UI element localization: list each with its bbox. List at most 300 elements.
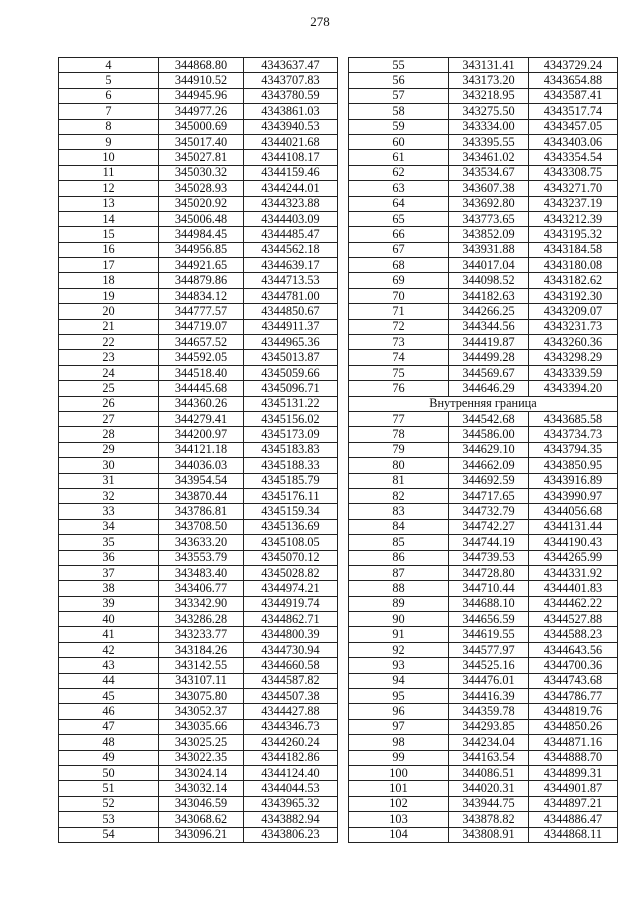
y-coordinate-cell: 4345131.22 <box>244 396 338 411</box>
table-row <box>59 642 338 657</box>
table-row <box>349 258 618 273</box>
point-number-cell: 63 <box>349 181 449 196</box>
x-coordinate-cell: 344879.86 <box>159 273 244 288</box>
y-coordinate-cell: 4344462.22 <box>529 596 618 611</box>
x-coordinate-cell: 343773.65 <box>449 211 529 226</box>
x-coordinate-cell: 343954.54 <box>159 473 244 488</box>
x-coordinate-cell: 343878.82 <box>449 812 529 827</box>
point-number-cell: 80 <box>349 458 449 473</box>
y-coordinate-cell: 4345028.82 <box>244 565 338 580</box>
point-number-cell: 11 <box>59 165 159 180</box>
y-coordinate-cell: 4343861.03 <box>244 104 338 119</box>
y-coordinate-cell: 4344260.24 <box>244 735 338 750</box>
x-coordinate-cell: 344977.26 <box>159 104 244 119</box>
x-coordinate-cell: 344629.10 <box>449 442 529 457</box>
y-coordinate-cell: 4343850.95 <box>529 458 618 473</box>
point-number-cell: 81 <box>349 473 449 488</box>
table-row <box>59 258 338 273</box>
table-row <box>349 519 618 534</box>
point-number-cell: 32 <box>59 488 159 503</box>
y-coordinate-cell: 4344901.87 <box>529 781 618 796</box>
table-row <box>59 181 338 196</box>
point-number-cell: 47 <box>59 719 159 734</box>
table-row <box>59 427 338 442</box>
y-coordinate-cell: 4344730.94 <box>244 642 338 657</box>
y-coordinate-cell: 4343403.06 <box>529 134 618 149</box>
table-row <box>349 581 618 596</box>
x-coordinate-cell: 343075.80 <box>159 689 244 704</box>
table-row <box>59 719 338 734</box>
point-number-cell: 86 <box>349 550 449 565</box>
table-row <box>59 211 338 226</box>
y-coordinate-cell: 4343271.70 <box>529 181 618 196</box>
point-number-cell: 53 <box>59 812 159 827</box>
table-row <box>59 381 338 396</box>
x-coordinate-cell: 345027.81 <box>159 150 244 165</box>
y-coordinate-cell: 4345108.05 <box>244 535 338 550</box>
coordinates-table-left <box>58 57 338 843</box>
table-row <box>59 765 338 780</box>
y-coordinate-cell: 4345136.69 <box>244 519 338 534</box>
x-coordinate-cell: 344017.04 <box>449 258 529 273</box>
x-coordinate-cell: 343607.38 <box>449 181 529 196</box>
point-number-cell: 67 <box>349 242 449 257</box>
point-number-cell: 99 <box>349 750 449 765</box>
table-row <box>349 88 618 103</box>
y-coordinate-cell: 4344562.18 <box>244 242 338 257</box>
point-number-cell: 55 <box>349 58 449 73</box>
y-coordinate-cell: 4343685.58 <box>529 411 618 426</box>
x-coordinate-cell: 343096.21 <box>159 827 244 842</box>
x-coordinate-cell: 344036.03 <box>159 458 244 473</box>
table-row <box>349 473 618 488</box>
y-coordinate-cell: 4343587.41 <box>529 88 618 103</box>
point-number-cell: 57 <box>349 88 449 103</box>
table-row <box>349 704 618 719</box>
table-row <box>349 150 618 165</box>
x-coordinate-cell: 344688.10 <box>449 596 529 611</box>
x-coordinate-cell: 344592.05 <box>159 350 244 365</box>
point-number-cell: 46 <box>59 704 159 719</box>
y-coordinate-cell: 4344190.43 <box>529 535 618 550</box>
y-coordinate-cell: 4344800.39 <box>244 627 338 642</box>
y-coordinate-cell: 4345176.11 <box>244 488 338 503</box>
y-coordinate-cell: 4343298.29 <box>529 350 618 365</box>
point-number-cell: 19 <box>59 288 159 303</box>
point-number-cell: 22 <box>59 335 159 350</box>
table-row <box>59 565 338 580</box>
table-row <box>59 396 338 411</box>
point-number-cell: 14 <box>59 211 159 226</box>
point-number-cell: 87 <box>349 565 449 580</box>
point-number-cell: 82 <box>349 488 449 503</box>
y-coordinate-cell: 4343794.35 <box>529 442 618 457</box>
x-coordinate-cell: 343406.77 <box>159 581 244 596</box>
point-number-cell: 43 <box>59 658 159 673</box>
y-coordinate-cell: 4344182.86 <box>244 750 338 765</box>
y-coordinate-cell: 4344888.70 <box>529 750 618 765</box>
y-coordinate-cell: 4344781.00 <box>244 288 338 303</box>
x-coordinate-cell: 344569.67 <box>449 365 529 380</box>
x-coordinate-cell: 344868.80 <box>159 58 244 73</box>
point-number-cell: 26 <box>59 396 159 411</box>
x-coordinate-cell: 345006.48 <box>159 211 244 226</box>
x-coordinate-cell: 344121.18 <box>159 442 244 457</box>
x-coordinate-cell: 343032.14 <box>159 781 244 796</box>
point-number-cell: 78 <box>349 427 449 442</box>
table-row <box>59 519 338 534</box>
table-row <box>59 350 338 365</box>
y-coordinate-cell: 4344588.23 <box>529 627 618 642</box>
y-coordinate-cell: 4343517.74 <box>529 104 618 119</box>
y-coordinate-cell: 4344868.11 <box>529 827 618 842</box>
table-row <box>59 658 338 673</box>
table-row <box>349 642 618 657</box>
x-coordinate-cell: 343483.40 <box>159 565 244 580</box>
table-row <box>59 304 338 319</box>
y-coordinate-cell: 4343237.19 <box>529 196 618 211</box>
point-number-cell: 6 <box>59 88 159 103</box>
y-coordinate-cell: 4343354.54 <box>529 150 618 165</box>
table-row <box>349 319 618 334</box>
point-number-cell: 37 <box>59 565 159 580</box>
table-row <box>349 165 618 180</box>
x-coordinate-cell: 344163.54 <box>449 750 529 765</box>
y-coordinate-cell: 4345159.34 <box>244 504 338 519</box>
x-coordinate-cell: 344293.85 <box>449 719 529 734</box>
table-row <box>59 288 338 303</box>
table-row <box>349 211 618 226</box>
y-coordinate-cell: 4345013.87 <box>244 350 338 365</box>
x-coordinate-cell: 343692.80 <box>449 196 529 211</box>
table-row <box>349 596 618 611</box>
point-number-cell: 4 <box>59 58 159 73</box>
point-number-cell: 38 <box>59 581 159 596</box>
x-coordinate-cell: 345028.93 <box>159 181 244 196</box>
point-number-cell: 34 <box>59 519 159 534</box>
x-coordinate-cell: 343870.44 <box>159 488 244 503</box>
table-row <box>59 550 338 565</box>
x-coordinate-cell: 344020.31 <box>449 781 529 796</box>
table-row <box>59 796 338 811</box>
point-number-cell: 42 <box>59 642 159 657</box>
y-coordinate-cell: 4344919.74 <box>244 596 338 611</box>
table-row <box>349 612 618 627</box>
point-number-cell: 60 <box>349 134 449 149</box>
x-coordinate-cell: 343633.20 <box>159 535 244 550</box>
x-coordinate-cell: 344499.28 <box>449 350 529 365</box>
table-row <box>349 565 618 580</box>
y-coordinate-cell: 4344911.37 <box>244 319 338 334</box>
table-row <box>349 104 618 119</box>
point-number-cell: 44 <box>59 673 159 688</box>
x-coordinate-cell: 344662.09 <box>449 458 529 473</box>
y-coordinate-cell: 4344159.46 <box>244 165 338 180</box>
x-coordinate-cell: 343035.66 <box>159 719 244 734</box>
table-row <box>59 227 338 242</box>
x-coordinate-cell: 344656.59 <box>449 612 529 627</box>
x-coordinate-cell: 344728.80 <box>449 565 529 580</box>
table-row <box>59 242 338 257</box>
point-number-cell: 89 <box>349 596 449 611</box>
table-row <box>59 273 338 288</box>
point-number-cell: 17 <box>59 258 159 273</box>
point-number-cell: 33 <box>59 504 159 519</box>
y-coordinate-cell: 4343882.94 <box>244 812 338 827</box>
x-coordinate-cell: 343173.20 <box>449 73 529 88</box>
point-number-cell: 49 <box>59 750 159 765</box>
x-coordinate-cell: 343944.75 <box>449 796 529 811</box>
table-row <box>59 88 338 103</box>
y-coordinate-cell: 4343940.53 <box>244 119 338 134</box>
table-row <box>59 365 338 380</box>
table-row <box>349 719 618 734</box>
x-coordinate-cell: 344360.26 <box>159 396 244 411</box>
y-coordinate-cell: 4344897.21 <box>529 796 618 811</box>
point-number-cell: 13 <box>59 196 159 211</box>
x-coordinate-cell: 344525.16 <box>449 658 529 673</box>
table-row <box>349 304 618 319</box>
y-coordinate-cell: 4344323.88 <box>244 196 338 211</box>
y-coordinate-cell: 4343734.73 <box>529 427 618 442</box>
point-number-cell: 83 <box>349 504 449 519</box>
table-row <box>349 58 618 73</box>
y-coordinate-cell: 4344974.21 <box>244 581 338 596</box>
table-row <box>349 73 618 88</box>
y-coordinate-cell: 4344850.26 <box>529 719 618 734</box>
table-row <box>59 73 338 88</box>
y-coordinate-cell: 4343209.07 <box>529 304 618 319</box>
y-coordinate-cell: 4344786.77 <box>529 689 618 704</box>
x-coordinate-cell: 343184.26 <box>159 642 244 657</box>
y-coordinate-cell: 4344044.53 <box>244 781 338 796</box>
table-row <box>59 689 338 704</box>
x-coordinate-cell: 344834.12 <box>159 288 244 303</box>
table-row <box>59 781 338 796</box>
table-row <box>349 504 618 519</box>
point-number-cell: 52 <box>59 796 159 811</box>
table-row <box>349 689 618 704</box>
table-row <box>349 488 618 503</box>
point-number-cell: 28 <box>59 427 159 442</box>
point-number-cell: 93 <box>349 658 449 673</box>
point-number-cell: 66 <box>349 227 449 242</box>
point-number-cell: 9 <box>59 134 159 149</box>
x-coordinate-cell: 343786.81 <box>159 504 244 519</box>
table-row <box>59 104 338 119</box>
point-number-cell: 73 <box>349 335 449 350</box>
x-coordinate-cell: 343142.55 <box>159 658 244 673</box>
table-row <box>349 196 618 211</box>
x-coordinate-cell: 344445.68 <box>159 381 244 396</box>
x-coordinate-cell: 344476.01 <box>449 673 529 688</box>
y-coordinate-cell: 4343806.23 <box>244 827 338 842</box>
point-number-cell: 7 <box>59 104 159 119</box>
x-coordinate-cell: 343342.90 <box>159 596 244 611</box>
x-coordinate-cell: 343275.50 <box>449 104 529 119</box>
x-coordinate-cell: 343286.28 <box>159 612 244 627</box>
y-coordinate-cell: 4344427.88 <box>244 704 338 719</box>
table-row <box>59 319 338 334</box>
point-number-cell: 75 <box>349 365 449 380</box>
y-coordinate-cell: 4345096.71 <box>244 381 338 396</box>
table-row <box>59 673 338 688</box>
section-header-row <box>349 396 618 411</box>
y-coordinate-cell: 4345183.83 <box>244 442 338 457</box>
x-coordinate-cell: 344344.56 <box>449 319 529 334</box>
y-coordinate-cell: 4343231.73 <box>529 319 618 334</box>
x-coordinate-cell: 344910.52 <box>159 73 244 88</box>
table-row <box>59 812 338 827</box>
x-coordinate-cell: 344518.40 <box>159 365 244 380</box>
x-coordinate-cell: 344577.97 <box>449 642 529 657</box>
point-number-cell: 41 <box>59 627 159 642</box>
table-row <box>59 488 338 503</box>
y-coordinate-cell: 4345185.79 <box>244 473 338 488</box>
x-coordinate-cell: 343708.50 <box>159 519 244 534</box>
point-number-cell: 27 <box>59 411 159 426</box>
point-number-cell: 91 <box>349 627 449 642</box>
x-coordinate-cell: 343534.67 <box>449 165 529 180</box>
y-coordinate-cell: 4343990.97 <box>529 488 618 503</box>
y-coordinate-cell: 4344485.47 <box>244 227 338 242</box>
y-coordinate-cell: 4343457.05 <box>529 119 618 134</box>
table-row <box>59 581 338 596</box>
table-row <box>349 288 618 303</box>
y-coordinate-cell: 4344871.16 <box>529 735 618 750</box>
y-coordinate-cell: 4343707.83 <box>244 73 338 88</box>
coordinates-table-right <box>348 57 618 843</box>
x-coordinate-cell: 343068.62 <box>159 812 244 827</box>
x-coordinate-cell: 344717.65 <box>449 488 529 503</box>
point-number-cell: 103 <box>349 812 449 827</box>
table-row <box>349 442 618 457</box>
table-row <box>349 535 618 550</box>
x-coordinate-cell: 343046.59 <box>159 796 244 811</box>
table-row <box>59 612 338 627</box>
table-row <box>59 442 338 457</box>
table-row <box>59 196 338 211</box>
x-coordinate-cell: 344586.00 <box>449 427 529 442</box>
x-coordinate-cell: 343233.77 <box>159 627 244 642</box>
x-coordinate-cell: 345030.32 <box>159 165 244 180</box>
point-number-cell: 25 <box>59 381 159 396</box>
y-coordinate-cell: 4344507.38 <box>244 689 338 704</box>
x-coordinate-cell: 343553.79 <box>159 550 244 565</box>
point-number-cell: 102 <box>349 796 449 811</box>
table-row <box>349 273 618 288</box>
y-coordinate-cell: 4343637.47 <box>244 58 338 73</box>
table-row <box>349 458 618 473</box>
x-coordinate-cell: 345017.40 <box>159 134 244 149</box>
y-coordinate-cell: 4344643.56 <box>529 642 618 657</box>
table-row <box>59 458 338 473</box>
x-coordinate-cell: 344619.55 <box>449 627 529 642</box>
table-row <box>349 673 618 688</box>
point-number-cell: 65 <box>349 211 449 226</box>
x-coordinate-cell: 344098.52 <box>449 273 529 288</box>
table-row <box>59 596 338 611</box>
point-number-cell: 64 <box>349 196 449 211</box>
point-number-cell: 72 <box>349 319 449 334</box>
table-row <box>349 750 618 765</box>
y-coordinate-cell: 4343394.20 <box>529 381 618 396</box>
y-coordinate-cell: 4345070.12 <box>244 550 338 565</box>
y-coordinate-cell: 4343195.32 <box>529 227 618 242</box>
x-coordinate-cell: 344359.78 <box>449 704 529 719</box>
x-coordinate-cell: 344182.63 <box>449 288 529 303</box>
table-row <box>349 827 618 842</box>
point-number-cell: 71 <box>349 304 449 319</box>
point-number-cell: 97 <box>349 719 449 734</box>
x-coordinate-cell: 343395.55 <box>449 134 529 149</box>
section-header: Внутренняя граница <box>349 396 618 411</box>
y-coordinate-cell: 4344021.68 <box>244 134 338 149</box>
table-row <box>349 134 618 149</box>
x-coordinate-cell: 344266.25 <box>449 304 529 319</box>
y-coordinate-cell: 4344108.17 <box>244 150 338 165</box>
point-number-cell: 23 <box>59 350 159 365</box>
x-coordinate-cell: 344956.85 <box>159 242 244 257</box>
x-coordinate-cell: 344692.59 <box>449 473 529 488</box>
point-number-cell: 18 <box>59 273 159 288</box>
y-coordinate-cell: 4343212.39 <box>529 211 618 226</box>
point-number-cell: 96 <box>349 704 449 719</box>
y-coordinate-cell: 4344850.67 <box>244 304 338 319</box>
point-number-cell: 101 <box>349 781 449 796</box>
y-coordinate-cell: 4344639.17 <box>244 258 338 273</box>
table-row <box>59 535 338 550</box>
y-coordinate-cell: 4344331.92 <box>529 565 618 580</box>
table-row <box>59 750 338 765</box>
point-number-cell: 50 <box>59 765 159 780</box>
table-row <box>349 796 618 811</box>
x-coordinate-cell: 344742.27 <box>449 519 529 534</box>
x-coordinate-cell: 344744.19 <box>449 535 529 550</box>
y-coordinate-cell: 4343965.32 <box>244 796 338 811</box>
point-number-cell: 12 <box>59 181 159 196</box>
point-number-cell: 10 <box>59 150 159 165</box>
table-row <box>59 627 338 642</box>
table-row <box>349 119 618 134</box>
point-number-cell: 35 <box>59 535 159 550</box>
x-coordinate-cell: 344646.29 <box>449 381 529 396</box>
point-number-cell: 85 <box>349 535 449 550</box>
y-coordinate-cell: 4345156.02 <box>244 411 338 426</box>
table-row <box>349 765 618 780</box>
x-coordinate-cell: 343025.25 <box>159 735 244 750</box>
x-coordinate-cell: 344542.68 <box>449 411 529 426</box>
y-coordinate-cell: 4344401.83 <box>529 581 618 596</box>
y-coordinate-cell: 4343184.58 <box>529 242 618 257</box>
table-row <box>349 365 618 380</box>
table-row <box>59 473 338 488</box>
x-coordinate-cell: 344984.45 <box>159 227 244 242</box>
y-coordinate-cell: 4344862.71 <box>244 612 338 627</box>
y-coordinate-cell: 4344244.01 <box>244 181 338 196</box>
point-number-cell: 88 <box>349 581 449 596</box>
point-number-cell: 77 <box>349 411 449 426</box>
y-coordinate-cell: 4345173.09 <box>244 427 338 442</box>
table-row <box>349 812 618 827</box>
table-row <box>349 411 618 426</box>
x-coordinate-cell: 344416.39 <box>449 689 529 704</box>
x-coordinate-cell: 344710.44 <box>449 581 529 596</box>
table-row <box>349 381 618 396</box>
point-number-cell: 40 <box>59 612 159 627</box>
y-coordinate-cell: 4345188.33 <box>244 458 338 473</box>
table-row <box>59 58 338 73</box>
